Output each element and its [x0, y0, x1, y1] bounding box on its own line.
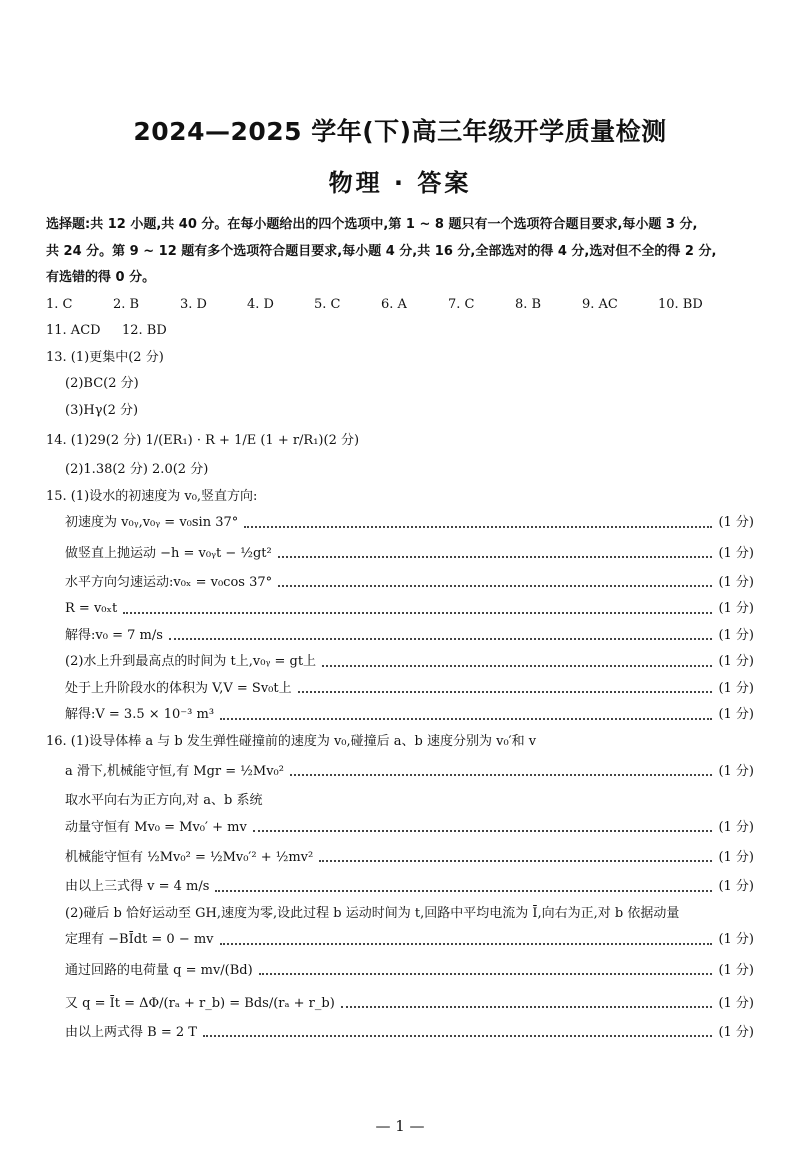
q14-answer: 14. (1)29(2 分) 1/(ER₁) · R + 1/E (1 + r/R₁)(2 分): [46, 433, 360, 448]
q16-step: [46, 987, 754, 1020]
q15-step: [46, 649, 754, 676]
page-subtitle: 物理 · 答案: [328, 169, 472, 197]
dot-leader: [253, 829, 713, 832]
choice-answer: 8. B: [515, 296, 542, 312]
q16-text: (2)碰后 b 恰好运动至 GH,速度为零,设此过程 b 运动时间为 t,回路中平均电流为 Ī,向右为正,对 b 依据动量: [65, 905, 680, 921]
q16-head: 16. (1)设导体棒 a 与 b 发生弹性碰撞前的速度为 v₀,碰撞后 a、b 速度分别为 v₀′和 v: [46, 733, 537, 749]
q15-step: [46, 702, 754, 729]
step-points: (1 分): [718, 654, 754, 669]
dot-leader: [278, 584, 712, 587]
dot-leader: [322, 664, 712, 667]
dot-leader: [203, 1034, 713, 1037]
dot-leader: [298, 690, 713, 693]
choice-answer: 10. BD: [658, 296, 703, 312]
dot-leader: [259, 972, 713, 975]
step-text: a 滑下,机械能守恒,有 Mgr = ½Mv₀²: [65, 764, 284, 779]
q15-step: [46, 537, 754, 570]
dot-leader: [290, 773, 712, 776]
dot-leader: [220, 942, 713, 945]
step-points: (1 分): [718, 1024, 754, 1040]
dot-leader: [319, 859, 712, 862]
step-text: 水平方向匀速运动:v₀ₓ = v₀cos 37°: [65, 574, 273, 590]
choice-answer: 9. AC: [582, 296, 618, 312]
step-text: R = v₀ₓt: [65, 601, 118, 616]
step-text: 又 q = Īt = ΔΦ/(rₐ + r_b) = Bds/(rₐ + r_b): [65, 995, 335, 1011]
intro-line: 共 24 分。第 9 ~ 12 题有多个选项符合题目要求,每小题 4 分,共 16 分,全部选对的得 4 分,选对但不全的得 2 分,: [46, 243, 717, 259]
q16-step: [46, 927, 754, 954]
dot-leader: [244, 525, 712, 528]
step-text: 动量守恒有 Mv₀ = Mv₀′ + mv: [65, 819, 247, 835]
choice-answers-row: [46, 318, 754, 345]
q15-step: [46, 510, 754, 537]
choice-answer: 1. C: [46, 296, 73, 312]
step-text: 定理有 −BĪdt = 0 − mv: [65, 932, 214, 947]
choice-answer: 12. BD: [122, 323, 167, 338]
answer-content: [46, 212, 754, 1046]
step-points: (1 分): [718, 627, 754, 643]
q13-answer: (3)Hγ(2 分): [65, 402, 139, 418]
q16-step: [46, 874, 754, 901]
step-points: (1 分): [718, 680, 754, 696]
step-points: (1 分): [718, 879, 754, 894]
choice-answer: 4. D: [247, 296, 274, 312]
choice-answer: 11. ACD: [46, 323, 101, 338]
choice-answer: 6. A: [381, 296, 407, 312]
q16-step: [46, 815, 754, 842]
q15-step: [46, 596, 754, 623]
choice-answer: 3. D: [180, 296, 207, 312]
step-points: (1 分): [718, 962, 754, 978]
dot-leader: [220, 717, 712, 720]
q16-text: 取水平向右为正方向,对 a、b 系统: [65, 793, 263, 808]
choice-answer: 2. B: [113, 296, 140, 312]
dot-leader: [169, 637, 713, 640]
dot-leader: [215, 889, 712, 892]
step-text: 机械能守恒有 ½Mv₀² = ½Mv₀′² + ½mv²: [65, 850, 314, 865]
q15-step: [46, 623, 754, 650]
step-text: 解得:V = 3.5 × 10⁻³ m³: [65, 707, 215, 722]
choice-answer: 7. C: [448, 296, 475, 312]
step-points: (1 分): [718, 601, 754, 616]
q16-step: [46, 954, 754, 987]
intro-line: 选择题:共 12 小题,共 40 分。在每小题给出的四个选项中,第 1 ~ 8 题只有一个选项符合题目要求,每小题 3 分,: [46, 217, 698, 232]
q14-answer: (2)1.38(2 分) 2.0(2 分): [65, 462, 209, 477]
choice-answers-row: [46, 292, 754, 319]
step-points: (1 分): [718, 995, 754, 1011]
step-text: (2)水上升到最高点的时间为 t上,v₀ᵧ = gt上: [65, 654, 317, 669]
dot-leader: [341, 1005, 713, 1008]
step-points: (1 分): [718, 850, 754, 865]
step-text: 由以上两式得 B = 2 T: [65, 1024, 197, 1040]
intro-line: 有选错的得 0 分。: [46, 270, 156, 285]
q16-step: [46, 1020, 754, 1047]
q15-step: [46, 570, 754, 597]
dot-leader: [278, 555, 713, 558]
step-points: (1 分): [718, 819, 754, 835]
step-points: (1 分): [718, 932, 754, 947]
step-points: (1 分): [718, 707, 754, 722]
choice-answer: 5. C: [314, 296, 341, 312]
step-text: 初速度为 v₀ᵧ,v₀ᵧ = v₀sin 37°: [65, 515, 239, 530]
step-points: (1 分): [718, 764, 754, 779]
page-title: 2024—2025 学年(下)高三年级开学质量检测: [133, 117, 667, 146]
step-text: 做竖直上抛运动 −h = v₀ᵧt − ½gt²: [65, 545, 272, 561]
step-text: 由以上三式得 v = 4 m/s: [65, 879, 210, 894]
q13-answer: 13. (1)更集中(2 分): [46, 349, 164, 365]
q13-answer: (2)BC(2 分): [65, 376, 139, 391]
step-points: (1 分): [718, 545, 754, 561]
step-text: 解得:v₀ = 7 m/s: [65, 627, 163, 643]
dot-leader: [123, 611, 712, 614]
step-text: 通过回路的电荷量 q = mv/(Bd): [65, 962, 253, 978]
step-text: 处于上升阶段水的体积为 V,V = Sv₀t上: [65, 680, 292, 696]
step-points: (1 分): [718, 515, 754, 530]
q15-step: [46, 676, 754, 703]
q16-step: [46, 841, 754, 874]
page-number: — 1 —: [375, 1117, 425, 1135]
q16-step: [46, 755, 754, 788]
step-points: (1 分): [718, 574, 754, 590]
q15-head: 15. (1)设水的初速度为 v₀,竖直方向:: [46, 488, 258, 504]
